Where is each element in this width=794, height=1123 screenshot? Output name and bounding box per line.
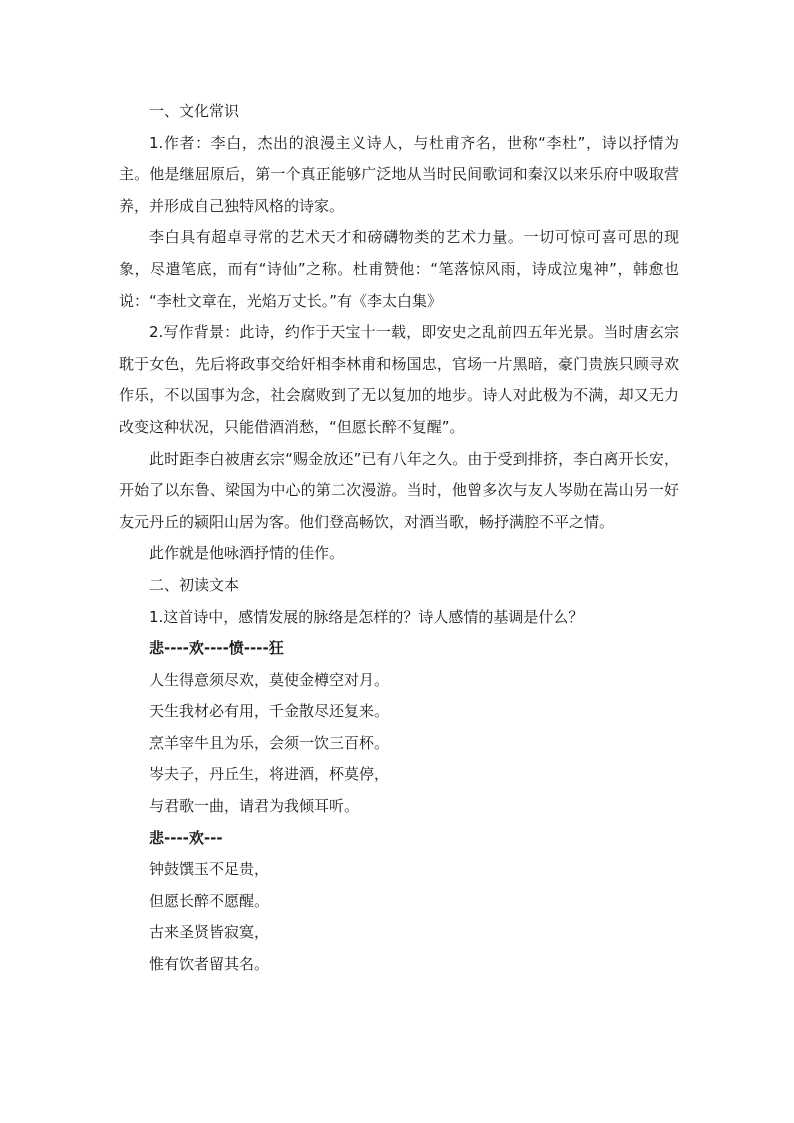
poem-line: 与君歌一曲，请君为我倾耳听。 <box>149 797 360 816</box>
section-heading-reading: 二、初读文本 <box>149 575 240 594</box>
question-1: 1.这首诗中，感情发展的脉络是怎样的？诗人感情的基调是什么？ <box>149 607 584 626</box>
poem-line: 钟鼓馔玉不足贵， <box>149 860 270 879</box>
answer-emotion-sequence-2: 悲----欢--- <box>149 828 223 847</box>
poem-line: 人生得意须尽欢，莫使金樽空对月。 <box>149 670 390 689</box>
poem-line: 但愿长醉不愿醒。 <box>149 891 270 910</box>
paragraph-work: 此作就是他咏酒抒情的佳作。 <box>149 544 345 563</box>
paragraph-talent: 李白具有超卓寻常的艺术天才和磅礴物类的艺术力量。一切可惊可喜可思的现象，尽遣笔底，而有“诗仙”之称。杜甫赞他：“笔落惊风雨，诗成泣鬼神”，韩愈也说：“李杜文章在，光焰万丈长。”有《李太白集》 <box>119 228 679 310</box>
section-heading-culture: 一、文化常识 <box>149 102 240 120</box>
paragraph-travel: 此时距李白被唐玄宗“赐金放还”已有八年之久。由于受到排挤，李白离开长安，开始了以东鲁、梁国为中心的第二次漫游。当时，他曾多次与友人岑勋在嵩山另一好友元丹丘的颍阳山居为客。他们登高畅饮，对酒当歌，畅抒满腔不平之情。 <box>119 449 679 531</box>
document-body <box>119 96 679 981</box>
poem-line: 岑夫子，丹丘生，将进酒，杯莫停， <box>149 765 390 784</box>
poem-line: 天生我材必有用，千金散尽还复来。 <box>149 702 390 721</box>
answer-emotion-sequence: 悲----欢----愤----狂 <box>149 639 284 658</box>
poem-line: 古来圣贤皆寂寞， <box>149 923 270 942</box>
poem-line: 惟有饮者留其名。 <box>149 955 270 974</box>
poem-line: 烹羊宰牛且为乐，会须一饮三百杯。 <box>149 733 390 752</box>
paragraph-author: 1.作者：李白，杰出的浪漫主义诗人，与杜甫齐名，世称“李杜”，诗以抒情为主。他是继屈原后，第一个真正能够广泛地从当时民间歌词和秦汉以来乐府中吸取营养，并形成自己独特风格的诗家。 <box>119 133 679 215</box>
paragraph-background: 2.写作背景：此诗，约作于天宝十一载，即安史之乱前四五年光景。当时唐玄宗耽于女色，先后将政事交给奸相李林甫和杨国忠，官场一片黑暗，豪门贵族只顾寻欢作乐，不以国事为念，社会腐败到了无以复加的地步。诗人对此极为不满，却又无力改变这种状况，只能借酒消愁，“但愿长醉不复醒”。 <box>119 323 679 436</box>
